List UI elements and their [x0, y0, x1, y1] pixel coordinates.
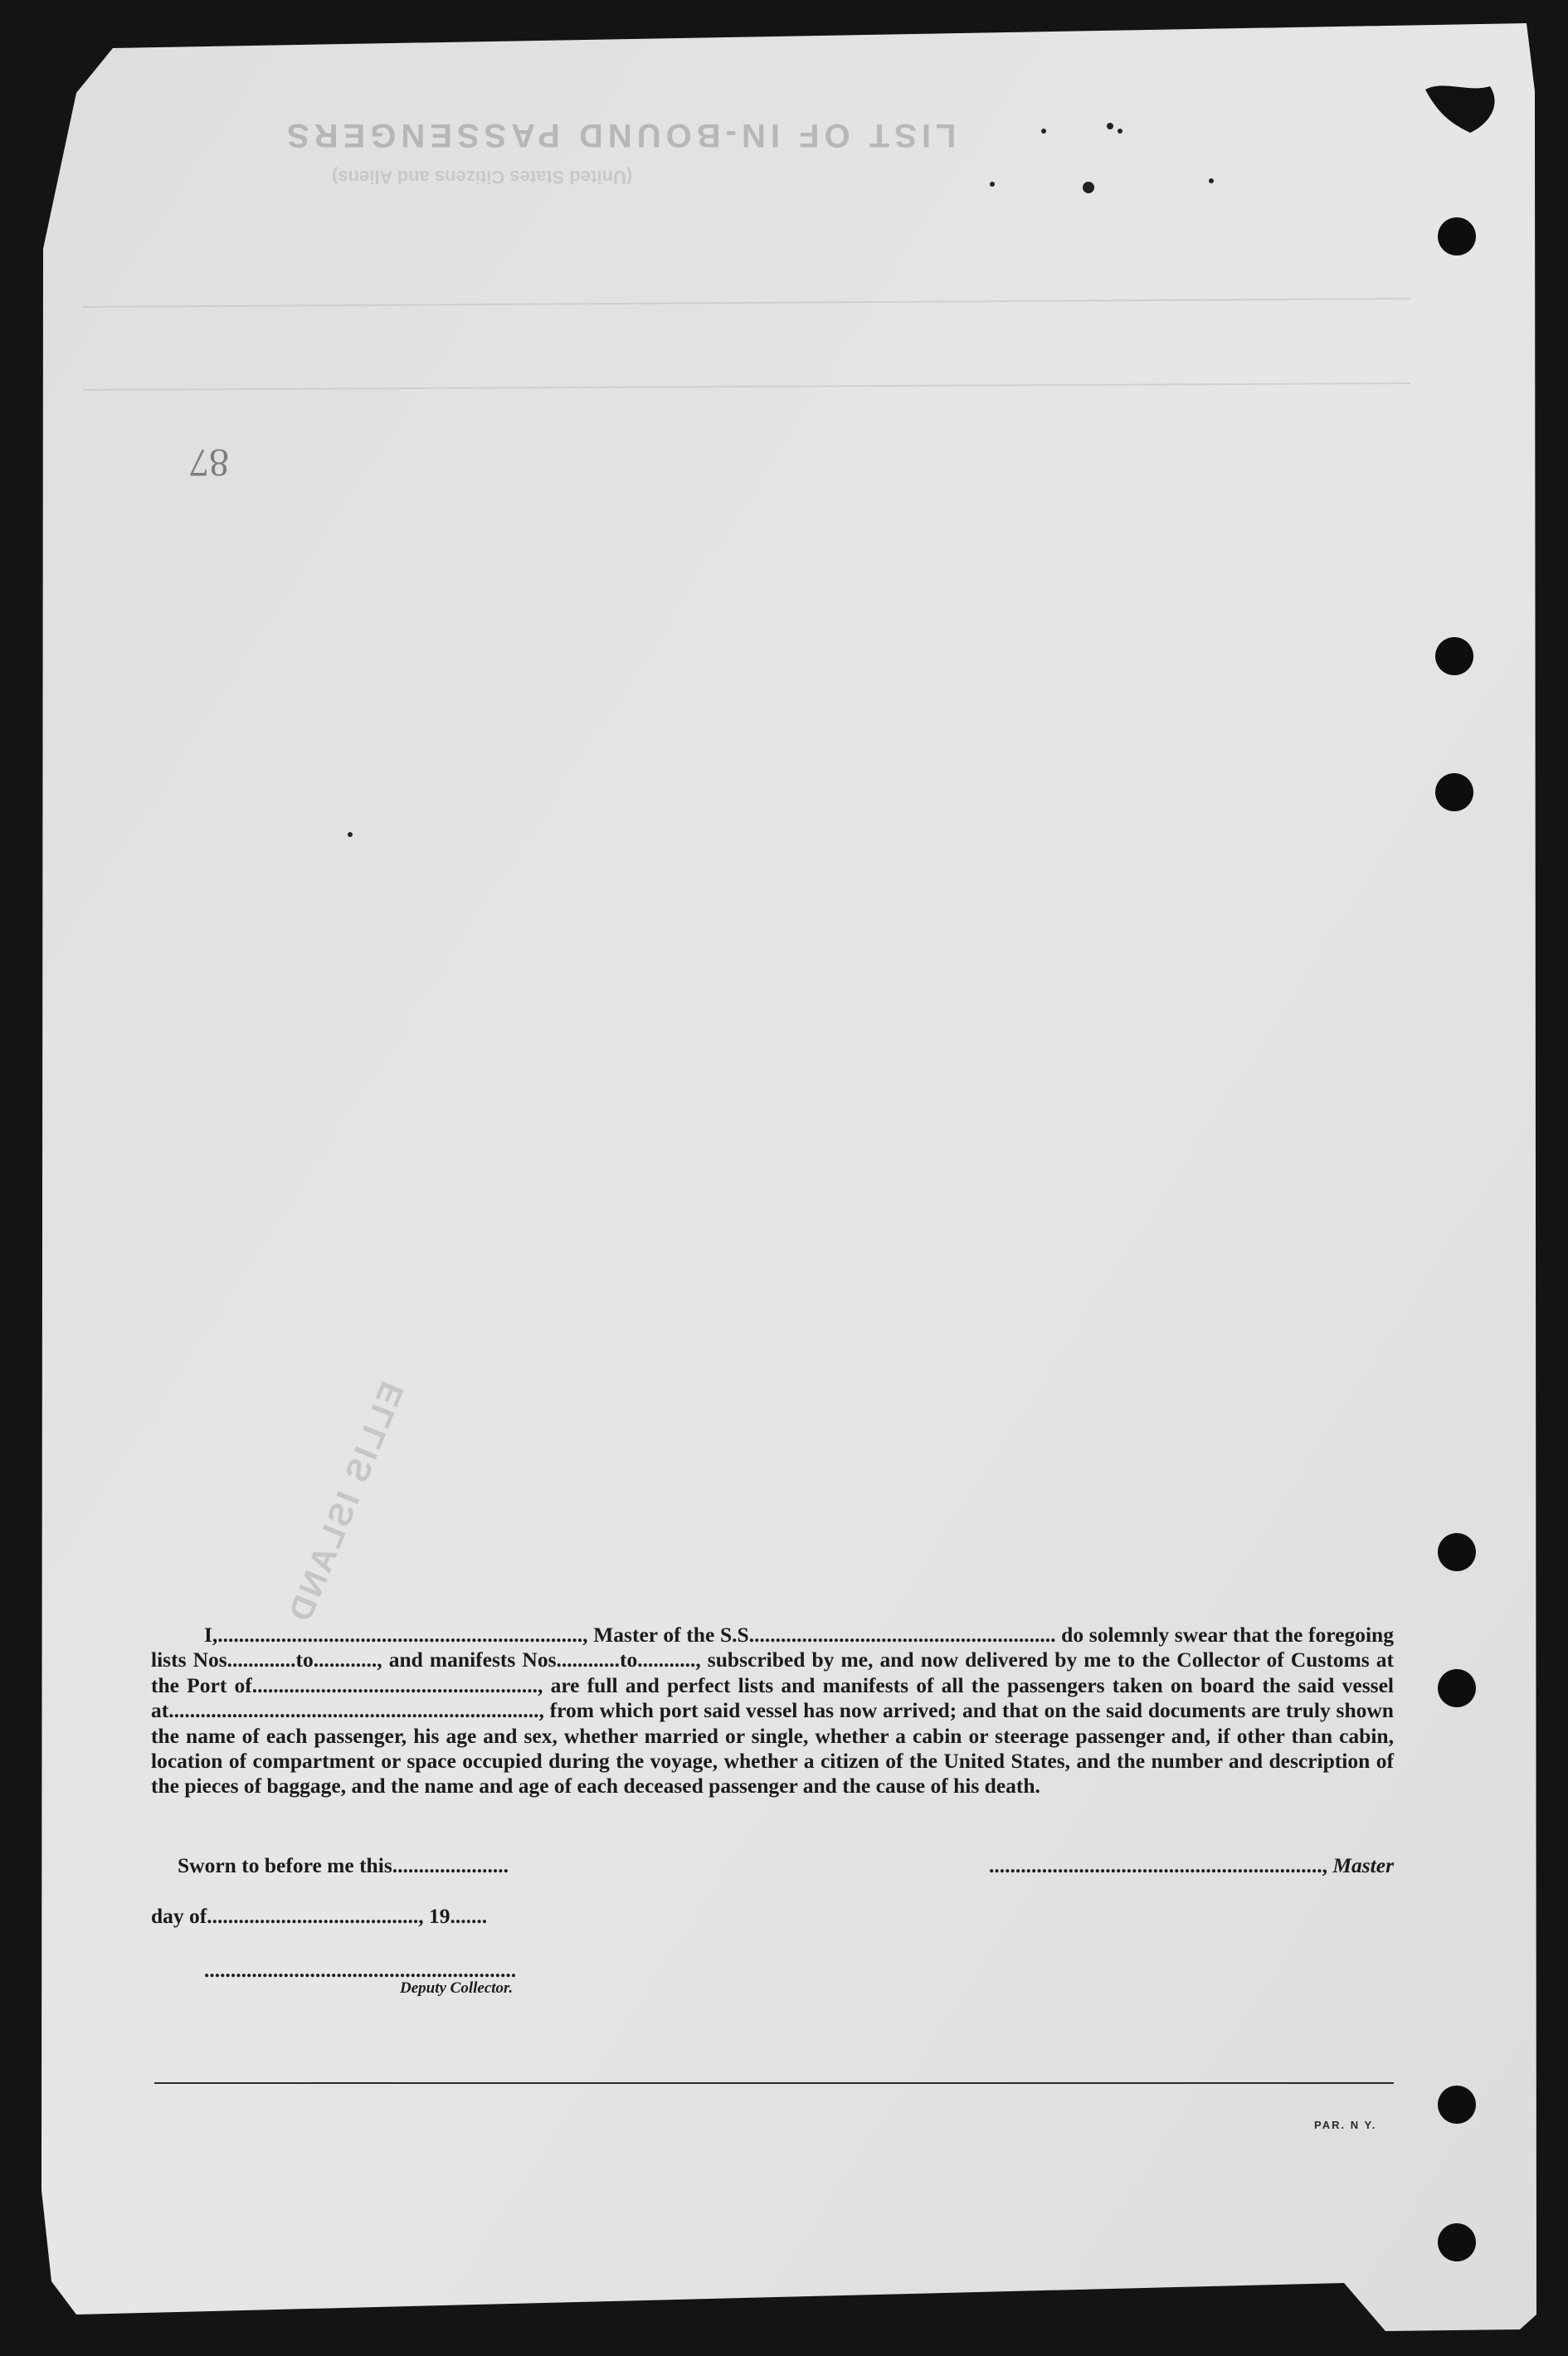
page-number: 87	[189, 441, 229, 484]
deputy-collector-label: Deputy Collector.	[400, 1979, 514, 1997]
ghost-header-title: LIST OF IN-BOUND PASSENGERS	[282, 117, 957, 153]
deputy-signature-dots: ...........................................................	[204, 1958, 517, 1982]
ghost-stamp: ELLIS ISLAND	[281, 1377, 411, 1629]
master-dots: ...............................................................,	[988, 1853, 1327, 1877]
binder-hole	[1438, 1669, 1476, 1707]
master-label: Master	[1332, 1853, 1394, 1877]
oath-text: I,....................................................................., Master of the S.S.......................................................... do solemnly swear that the foregoing lists Nos.............to............, and manifests Nos............to..........., subscribed by me, and now delivered by me to the Collector of Customs at the Port of......................................................, are full and perfect lists and manifests of all the passengers taken on board the said vessel at......................................................................, from which port said vessel has now arrived; and that on the said documents are truly shown the name of each passenger, his age and sex, whether married or single, whether a cabin or steerage passenger and, if other than cabin, location of compartment or space occupied during the voyage, whether a citizen of the United States, and the number and description of the pieces of baggage, and the name and age of each deceased passenger and the cause of his death.	[151, 1623, 1394, 1799]
paper-surface	[41, 23, 1536, 2331]
binder-hole	[1438, 1533, 1476, 1571]
sworn-before-text: Sworn to before me this......................	[178, 1853, 509, 1877]
bottom-rule	[154, 2082, 1394, 2084]
day-of-line: day of........................................, 19.......	[151, 1904, 488, 1928]
binder-hole	[1438, 217, 1476, 256]
binder-hole	[1435, 773, 1473, 811]
master-oath-paragraph	[151, 1623, 1394, 1799]
master-signature-line	[989, 1853, 1394, 1878]
binder-hole	[1435, 637, 1473, 675]
binder-hole	[1438, 2223, 1476, 2261]
printer-mark: PAR. N Y.	[1314, 2119, 1377, 2131]
binder-hole	[1438, 2086, 1476, 2124]
ghost-header-subtitle: (United States Citizens and Aliens)	[332, 167, 633, 187]
